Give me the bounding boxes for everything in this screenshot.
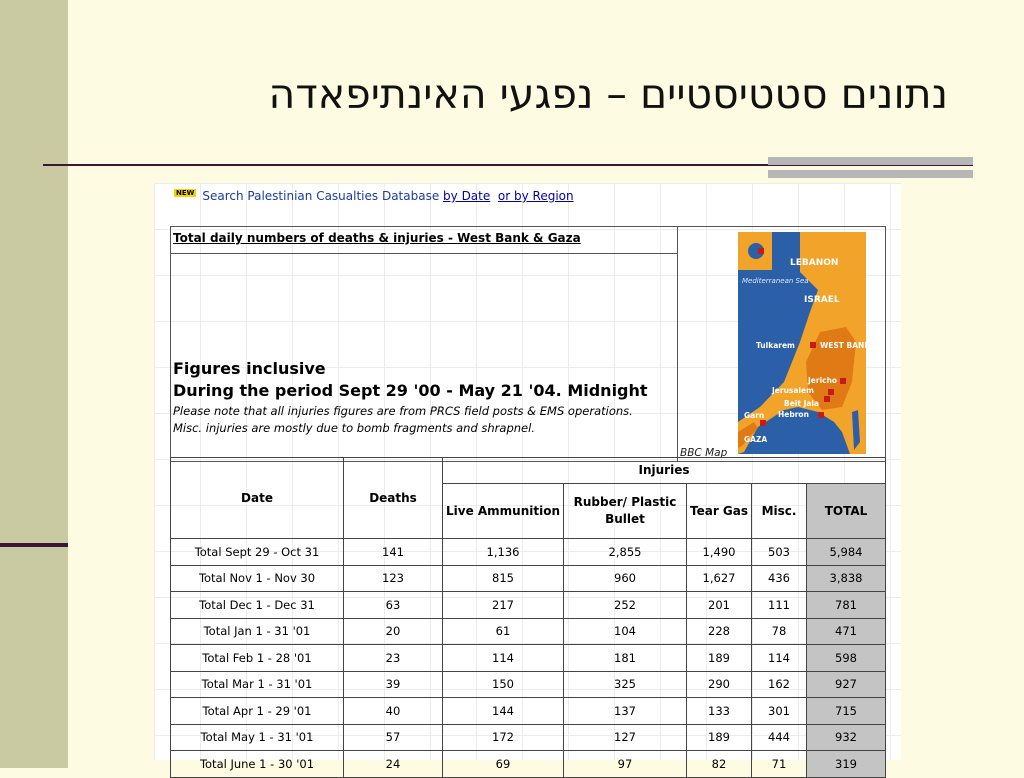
figures-cell (171, 254, 678, 462)
cell-total: 471 (807, 618, 886, 645)
cell-live: 1,136 (443, 539, 564, 566)
cell-date: Total Feb 1 - 28 '01 (171, 645, 344, 672)
figures-note (173, 403, 633, 437)
jerusalem-marker (828, 389, 834, 395)
cell-date: Total Apr 1 - 29 '01 (171, 698, 344, 725)
jericho-marker (840, 378, 846, 384)
table-row (171, 645, 886, 672)
cell-total: 3,838 (807, 565, 886, 592)
table-body (171, 539, 886, 778)
map-cell (678, 227, 886, 462)
cell-live: 69 (443, 751, 564, 778)
cell-total: 5,984 (807, 539, 886, 566)
col-injuries: Injuries (443, 458, 886, 484)
region-map-svg (738, 232, 871, 454)
col-misc: Misc. (752, 484, 807, 539)
cell-misc: 301 (752, 698, 807, 725)
side-accent-line (0, 543, 68, 547)
cell-total: 715 (807, 698, 886, 725)
table-row (171, 539, 886, 566)
cell-deaths: 123 (344, 565, 443, 592)
bbc-map-link[interactable]: BBC Map (680, 447, 728, 459)
cell-deaths: 20 (344, 618, 443, 645)
beit-jala-label: Beit Jala (784, 399, 820, 408)
note-line2: Misc. injuries are mostly due to bomb fragments and shrapnel. (173, 421, 535, 435)
tulkarem-marker (810, 342, 816, 348)
cell-misc: 78 (752, 618, 807, 645)
sea-label: Mediterranean Sea (742, 277, 809, 285)
cell-tear: 189 (687, 724, 752, 751)
cell-tear: 82 (687, 751, 752, 778)
cell-rubber: 2,855 (564, 539, 687, 566)
cell-deaths: 141 (344, 539, 443, 566)
col-date: Date (171, 458, 344, 539)
figures-heading (173, 358, 648, 402)
cell-misc: 436 (752, 565, 807, 592)
col-live-ammunition: Live Ammunition (443, 484, 564, 539)
new-badge: NEW (176, 189, 195, 197)
figures-line1: Figures inclusive (173, 359, 326, 378)
cell-misc: 162 (752, 671, 807, 698)
summary-table (170, 226, 886, 462)
casualties-table (170, 457, 886, 778)
cell-deaths: 40 (344, 698, 443, 725)
garn-label: Garn (744, 411, 765, 420)
cell-date: Total May 1 - 31 '01 (171, 724, 344, 751)
cell-deaths: 39 (344, 671, 443, 698)
gaza-label: GAZA (744, 435, 768, 444)
cell-total: 927 (807, 671, 886, 698)
search-row (174, 189, 574, 203)
cell-tear: 1,627 (687, 565, 752, 592)
cell-date: Total June 1 - 30 '01 (171, 751, 344, 778)
cell-rubber: 137 (564, 698, 687, 725)
note-line1: Please note that all injuries figures are from PRCS field posts & EMS operations. (173, 404, 633, 418)
cell-total: 319 (807, 751, 886, 778)
cell-deaths: 63 (344, 592, 443, 619)
cell-tear: 1,490 (687, 539, 752, 566)
by-date-link[interactable]: by Date (443, 189, 491, 203)
table-row (171, 618, 886, 645)
cell-date: Total Dec 1 - Dec 31 (171, 592, 344, 619)
cell-misc: 114 (752, 645, 807, 672)
cell-misc: 503 (752, 539, 807, 566)
table-row (171, 751, 886, 778)
cell-tear: 228 (687, 618, 752, 645)
cell-tear: 201 (687, 592, 752, 619)
title-accent-bar (768, 157, 973, 165)
table-row (171, 724, 886, 751)
title-accent-bar-2 (768, 170, 973, 178)
cell-total: 932 (807, 724, 886, 751)
cell-deaths: 57 (344, 724, 443, 751)
col-total: TOTAL (807, 484, 886, 539)
cell-live: 61 (443, 618, 564, 645)
cell-deaths: 23 (344, 645, 443, 672)
cell-total: 781 (807, 592, 886, 619)
table-row (171, 565, 886, 592)
col-tear-gas: Tear Gas (687, 484, 752, 539)
cell-rubber: 97 (564, 751, 687, 778)
cell-live: 144 (443, 698, 564, 725)
cell-rubber: 325 (564, 671, 687, 698)
screenshot-sheet (154, 183, 901, 771)
cell-date: Total Nov 1 - Nov 30 (171, 565, 344, 592)
side-band (0, 0, 68, 768)
garn-marker (760, 420, 766, 426)
col-deaths: Deaths (344, 458, 443, 539)
cell-live: 114 (443, 645, 564, 672)
summary-header: Total daily numbers of deaths & injuries - West Bank & Gaza (171, 227, 678, 254)
by-region-link[interactable]: or by Region (497, 189, 574, 203)
region-map (738, 232, 871, 454)
cell-tear: 189 (687, 645, 752, 672)
tulkarem-label: Tulkarem (756, 341, 795, 350)
table-row (171, 671, 886, 698)
figures-line2: During the period Sept 29 '00 - May 21 '04. Midnight (173, 381, 648, 400)
hebron-label: Hebron (778, 410, 809, 419)
cell-date: Total Jan 1 - 31 '01 (171, 618, 344, 645)
cell-rubber: 181 (564, 645, 687, 672)
col-rubber-bullet: Rubber/ Plastic Bullet (564, 484, 687, 539)
cell-date: Total Mar 1 - 31 '01 (171, 671, 344, 698)
cell-live: 217 (443, 592, 564, 619)
cell-misc: 444 (752, 724, 807, 751)
israel-label: ISRAEL (804, 295, 840, 305)
cell-date: Total Sept 29 - Oct 31 (171, 539, 344, 566)
beit-jala-marker (824, 396, 830, 402)
cell-tear: 133 (687, 698, 752, 725)
jerusalem-label: Jerusalem (772, 386, 814, 395)
cell-deaths: 24 (344, 751, 443, 778)
cell-misc: 111 (752, 592, 807, 619)
table-row (171, 698, 886, 725)
cell-live: 815 (443, 565, 564, 592)
cell-tear: 290 (687, 671, 752, 698)
cell-rubber: 127 (564, 724, 687, 751)
slide-title: נתונים סטטיסטיים – נפגעי האינתיפאדה (268, 70, 948, 118)
cell-total: 598 (807, 645, 886, 672)
cell-misc: 71 (752, 751, 807, 778)
lebanon-label: LEBANON (790, 258, 839, 268)
west-bank-label: WEST BANK (820, 341, 871, 350)
cell-live: 150 (443, 671, 564, 698)
hebron-marker (818, 412, 824, 418)
jericho-label: Jericho (808, 376, 838, 385)
cell-live: 172 (443, 724, 564, 751)
table-row (171, 592, 886, 619)
cell-rubber: 104 (564, 618, 687, 645)
search-text: Search Palestinian Casualties Database (202, 189, 444, 203)
cell-rubber: 252 (564, 592, 687, 619)
cell-rubber: 960 (564, 565, 687, 592)
